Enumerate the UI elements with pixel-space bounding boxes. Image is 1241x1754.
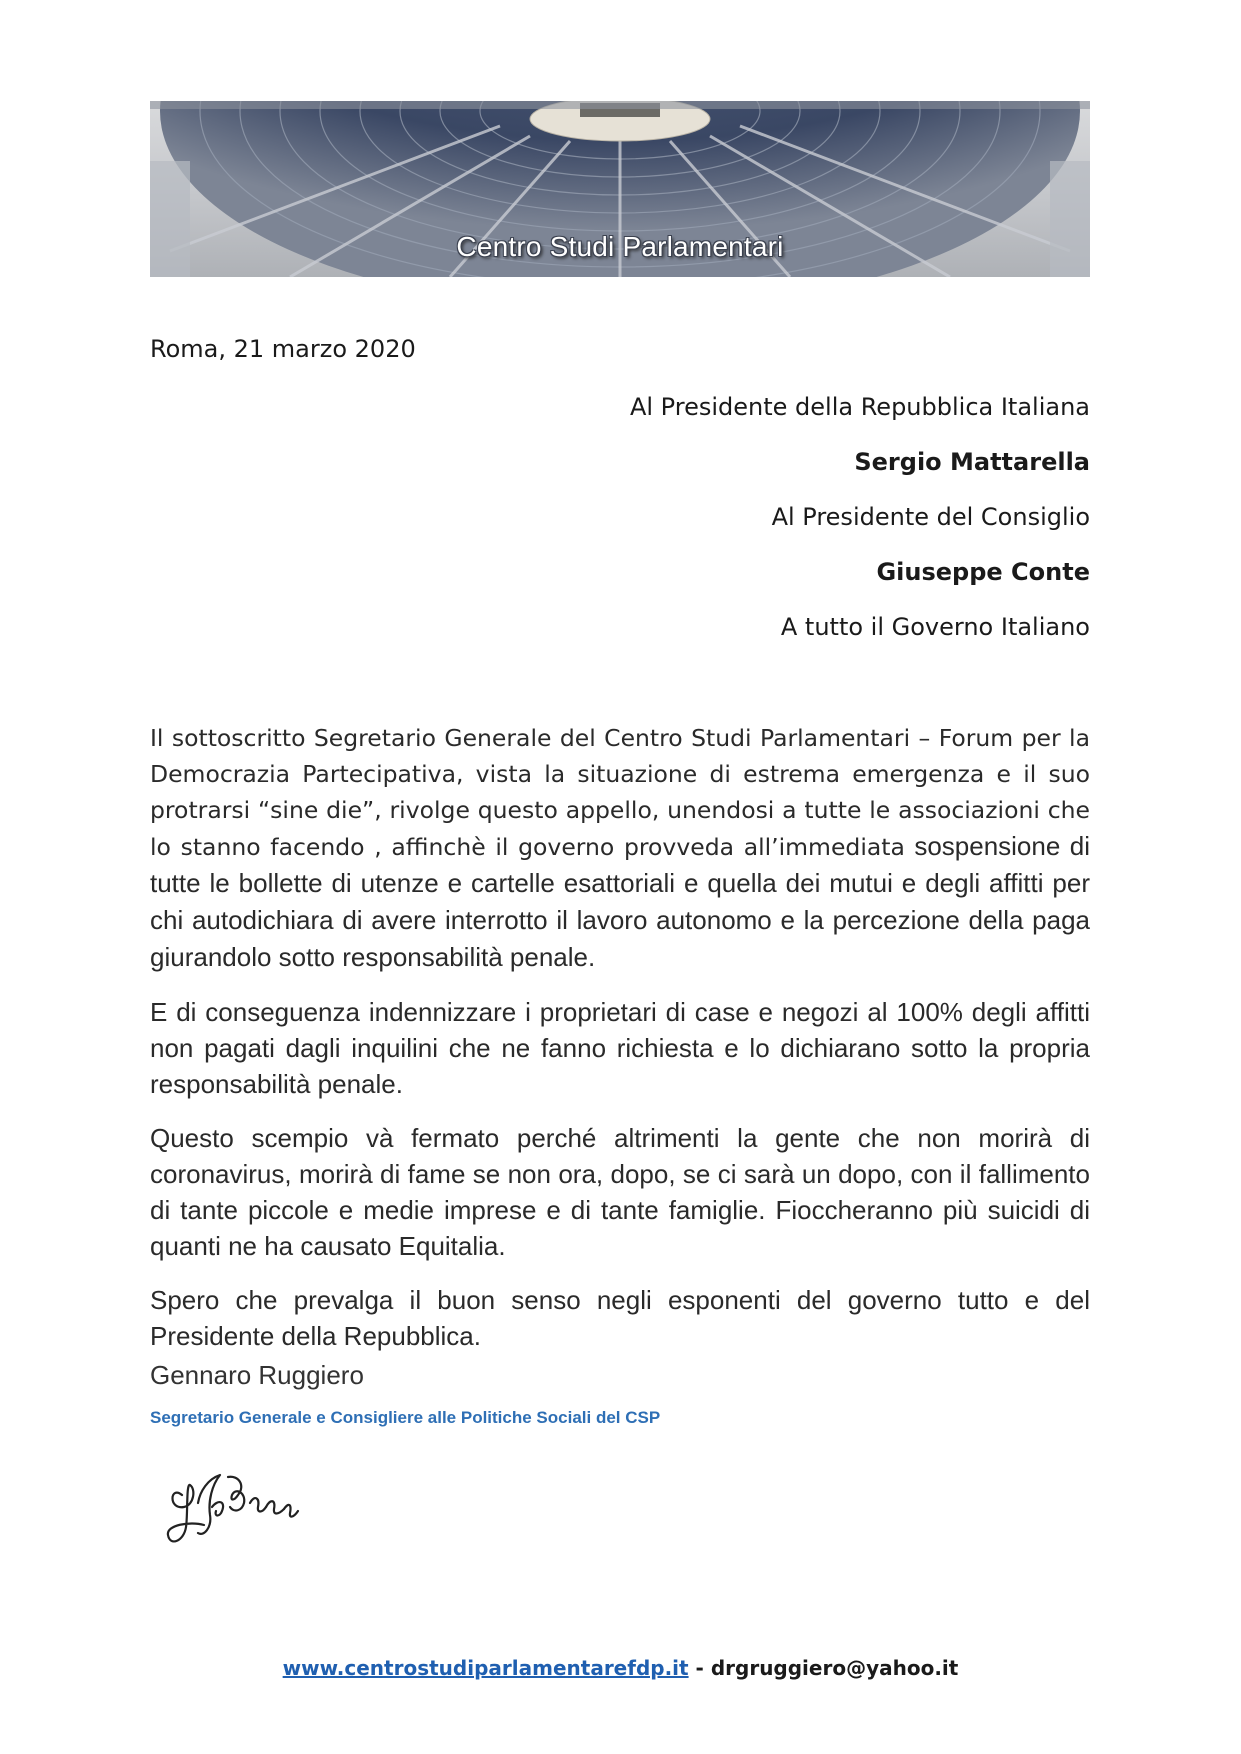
body-paragraph: Questo scempio và fermato perché altrimenti la gente che non morirà di coronavirus, morirà di fame se non ora, dopo, se ci sarà un dopo, con il fallimento di tante piccole e medie imprese e di tante famiglie. Fioccheranno più suicidi di quanti ne ha causato Equitalia. [150, 1123, 1090, 1261]
banner-title: Centro Studi Parlamentari [456, 231, 784, 262]
handwritten-signature [160, 1455, 310, 1560]
body-paragraph [150, 720, 1090, 976]
body-paragraph: Spero che prevalga il buon senso negli esponenti del governo tutto e del Presidente della Repubblica. [150, 1285, 1090, 1351]
recipient-name: Sergio Mattarella [854, 448, 1090, 476]
signer-role: Segretario Generale e Consigliere alle Politiche Sociali del CSP [150, 1408, 661, 1427]
recipient-name: Giuseppe Conte [876, 558, 1090, 586]
body-paragraph: E di conseguenza indennizzare i proprietari di case e negozi al 100% degli affitti non pagati dagli inquilini che ne fanno richiesta e lo dichiarano sotto la propria responsabilità penale. [150, 997, 1090, 1099]
footer-contact [0, 1656, 1241, 1680]
recipient-line: Al Presidente della Repubblica Italiana [629, 393, 1090, 421]
recipient-line: Al Presidente del Consiglio [771, 503, 1090, 531]
letter-date: Roma, 21 marzo 2020 [150, 335, 416, 363]
contact-email: drgruggiero@yahoo.it [710, 1656, 959, 1680]
website-link[interactable]: www.centrostudiparlamentarefdp.it [282, 1656, 689, 1680]
signer-name: Gennaro Ruggiero [150, 1360, 364, 1390]
recipients-block [630, 390, 1090, 665]
footer-separator: - [688, 1656, 711, 1680]
header-banner [150, 101, 1090, 277]
letter-body [150, 720, 1090, 1372]
paragraph-lead-text: Il sottoscritto Segretario Generale del Centro Studi Parlamentari – Forum per la Democrazia Partecipativa, vista la situazione di estrema emergenza e il suo protrarsi “sine die”, rivolge questo appello, unendosi a tutte le associazioni che lo stanno facendo , affinchè il governo provveda all’immediata [150, 724, 1090, 861]
recipient-line: A tutto il Governo Italiano [780, 613, 1090, 641]
paragraph-rest-text: sospensione di tutte le bollette di utenze e cartelle esattoriali e quella dei mutui e degli affitti per chi autodichiara di avere interrotto il lavoro autonomo e la percezione della paga giurandolo sotto responsabilità penale. [150, 831, 1090, 972]
